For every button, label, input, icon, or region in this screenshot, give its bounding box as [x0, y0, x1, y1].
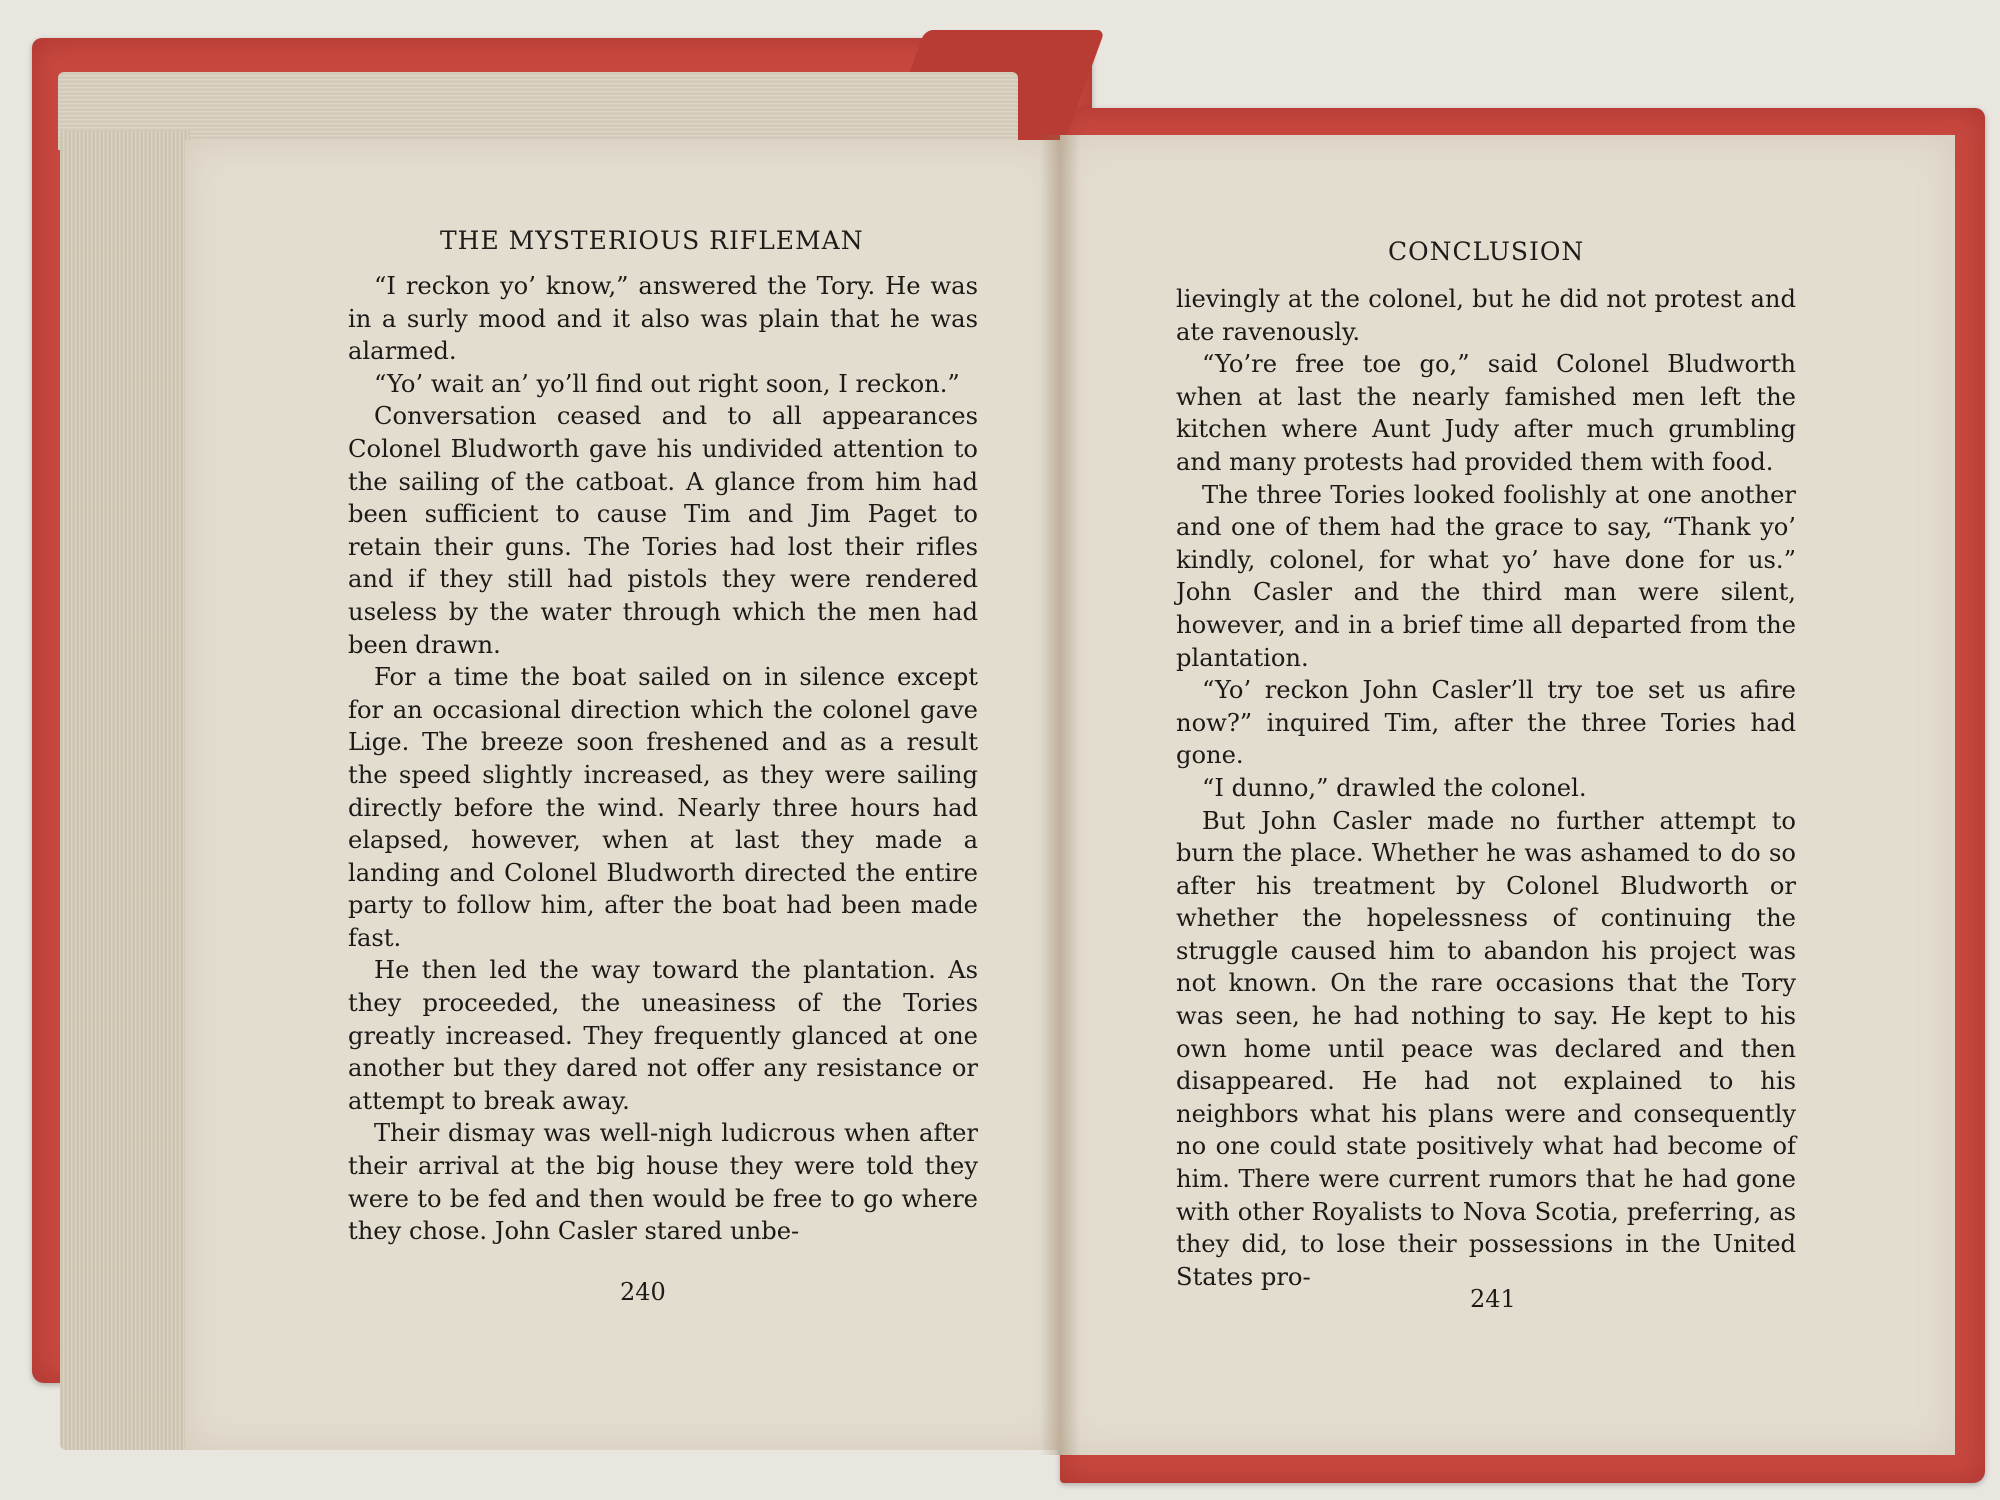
left-page-number: 240 [620, 1278, 666, 1306]
left-paragraph-6: Their dismay was well-nigh ludicrous when after their arrival at the big house they were told they were to be fed and then would be free to go where they chose. John Casler stared unbe- [348, 1119, 978, 1246]
right-paragraph-3: The three Tories looked foolishly at one another and one of them had the grace to say, “Thank yo’ kindly, colonel, for what yo’ have done for us.” John Casler and the third man were silent, however, and in a brief time all departed from the plantation. [1176, 480, 1796, 672]
left-paragraph-1: “I reckon yo’ know,” answered the Tory. He was in a surly mood and it also was plain that he was alarmed. [348, 272, 978, 366]
page-edges-top [58, 72, 1018, 150]
right-paragraph-2: “Yo’re free toe go,” said Colonel Bludworth when at last the nearly famished men left the kitchen where Aunt Judy after much grumbling and many protests had provided them with food. [1176, 350, 1796, 476]
page-edges-left [60, 130, 190, 1450]
left-paragraph-5: He then led the way toward the plantation. As they proceeded, the uneasiness of the Tories greatly increased. They frequently glanced at one another but they dared not offer any resistance or attempt to break away. [348, 956, 978, 1115]
book-gutter [1040, 135, 1080, 1455]
left-paragraph-4: For a time the boat sailed on in silence except for an occasional direction which the colonel gave Lige. The breeze soon freshened and as a result the speed slightly increased, as they were sailing directly before the wind. Nearly three hours had elapsed, however, when at last they made a landing and Colonel Bludworth directed the entire party to follow him, after the boat had been made fast. [348, 663, 978, 952]
right-page-number: 241 [1470, 1285, 1516, 1313]
right-paragraph-6: But John Casler made no further attempt to burn the place. Whether he was ashamed to do so after his treatment by Colonel Bludworth or whether the hopelessness of continuing the struggle caused him to abandon his project was not known. On the rare occasions that the Tory was seen, he had nothing to say. He kept to his own home until peace was declared and then disappeared. He had not explained to his neighbors what his plans were and consequently no one could state positively what had become of him. There were current rumors that he had gone with other Royalists to Nova Scotia, preferring, as they did, to lose their possessions in the United States pro- [1176, 806, 1796, 1291]
left-text-block [348, 270, 978, 1248]
right-running-head: CONCLUSION [1388, 237, 1585, 266]
left-paragraph-3: Conversation ceased and to all appearances Colonel Bludworth gave his undivided attention to the sailing of the catboat. A glance from him had been sufficient to cause Tim and Jim Paget to retain their guns. The Tories had lost their rifles and if they still had pistols they were rendered useless by the water through which the men had been drawn. [348, 402, 978, 659]
right-paragraph-4: “Yo’ reckon John Casler’ll try toe set us afire now?” inquired Tim, after the three Tories had gone. [1176, 676, 1796, 770]
left-running-head: THE MYSTERIOUS RIFLEMAN [440, 226, 864, 255]
left-paragraph-2: “Yo’ wait an’ yo’ll find out right soon, I reckon.” [374, 369, 960, 398]
right-text-block [1176, 283, 1796, 1293]
right-paragraph-5: “I dunno,” drawled the colonel. [1202, 773, 1587, 802]
right-paragraph-1: lievingly at the colonel, but he did not protest and ate ravenously. [1176, 285, 1796, 346]
